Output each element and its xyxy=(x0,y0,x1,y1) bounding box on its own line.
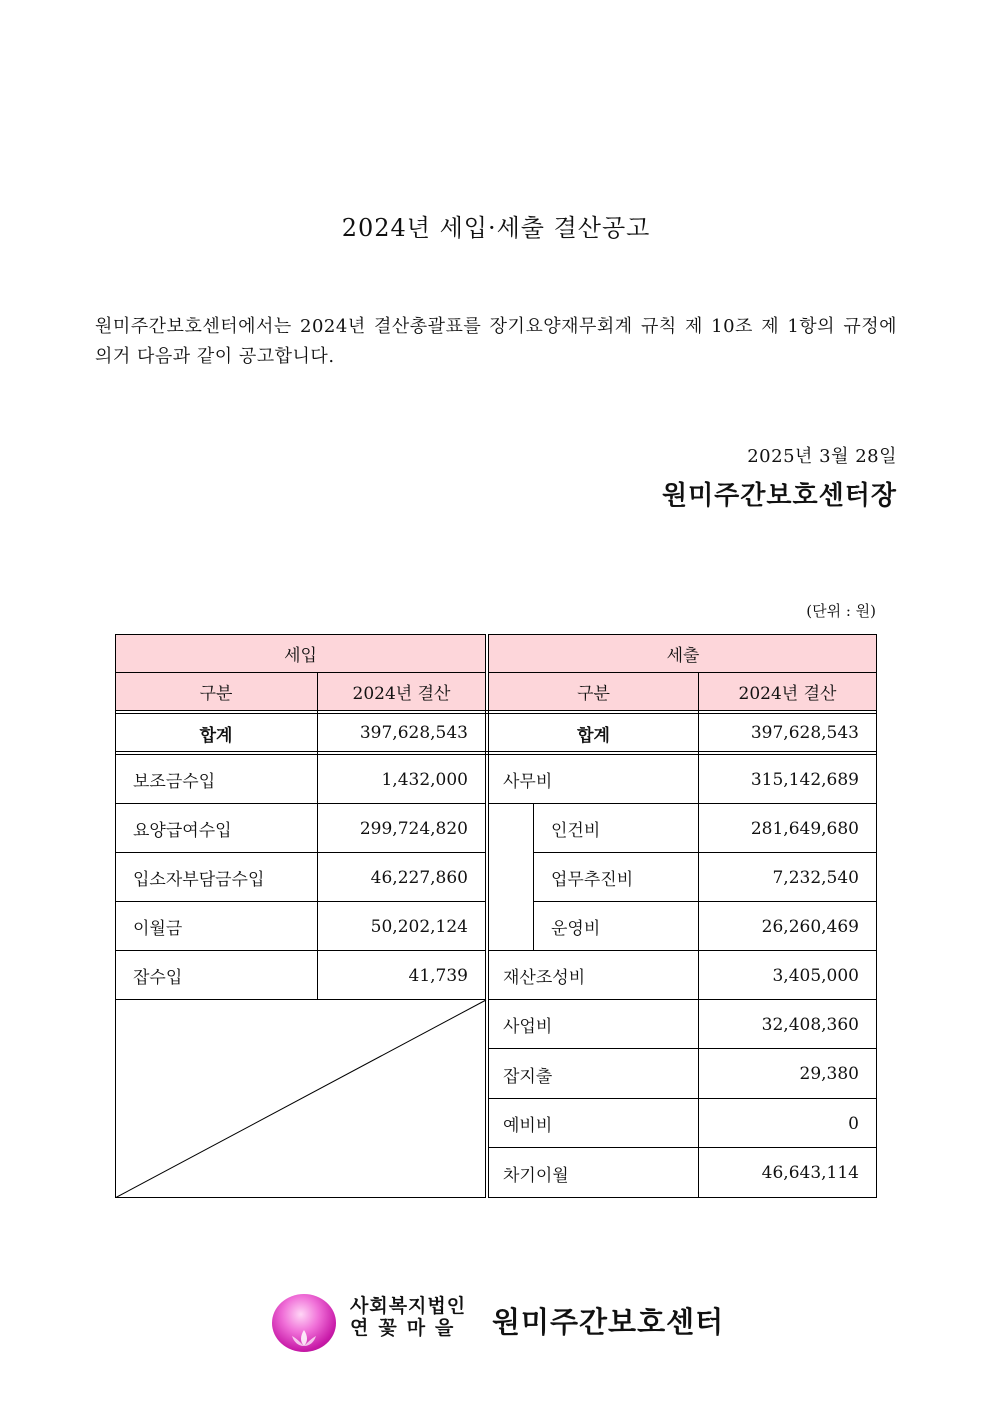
center-name: 원미주간보호센터 xyxy=(492,1305,725,1339)
expense-row-amount: 0 xyxy=(848,1113,859,1134)
income-row-label: 보조금수입 xyxy=(133,772,216,792)
intro-paragraph: 원미주간보호센터에서는 2024년 결산총괄표를 장기요양재무회계 규칙 제 10조 제 1항의 규정에 의거 다음과 같이 공고합니다. xyxy=(95,316,897,367)
expense-row-label: 사무비 xyxy=(503,772,553,792)
income-total-amount: 397,628,543 xyxy=(359,723,468,743)
expense-row-amount: 3,405,000 xyxy=(772,965,859,986)
expense-header: 세출 xyxy=(489,634,877,672)
income-header: 세입 xyxy=(115,634,486,672)
corporation-name xyxy=(350,1294,467,1339)
expense-row-label: 재산조성비 xyxy=(503,968,586,988)
expense-subrow-amount: 281,649,680 xyxy=(750,818,859,839)
lotus-petal-icon xyxy=(286,1328,322,1348)
expense-col-amount: 2024년 결산 xyxy=(698,672,877,710)
expense-col-category: 구분 xyxy=(489,672,698,710)
expense-row-label: 사업비 xyxy=(503,1017,553,1037)
page-title: 2024년 세입·세출 결산공고 xyxy=(341,214,651,242)
expense-subrow-label: 인건비 xyxy=(551,821,601,841)
corporation-line2: 연꽃마을 xyxy=(350,1317,464,1339)
income-col-amount: 2024년 결산 xyxy=(317,672,486,710)
income-total-label: 합계 xyxy=(199,725,233,746)
income-row-label: 잡수입 xyxy=(133,968,183,988)
expense-subrow-amount: 7,232,540 xyxy=(772,867,859,888)
income-row-amount: 50,202,124 xyxy=(370,916,468,937)
notice-date: 2025년 3월 28일 xyxy=(747,446,897,467)
expense-row-label: 차기이월 xyxy=(503,1165,569,1186)
income-row-label: 요양급여수입 xyxy=(133,821,232,841)
income-row-amount: 1,432,000 xyxy=(381,769,468,790)
expense-row-amount: 46,643,114 xyxy=(761,1163,859,1183)
expense-row-amount: 29,380 xyxy=(799,1064,859,1084)
organization-logo xyxy=(272,1290,725,1354)
income-row-amount: 41,739 xyxy=(408,965,468,986)
expense-row-label: 잡지출 xyxy=(503,1066,553,1087)
settlement-table xyxy=(115,634,877,1198)
expense-total-label: 합계 xyxy=(577,725,610,746)
income-row-amount: 46,227,860 xyxy=(370,867,468,888)
expense-total-amount: 397,628,543 xyxy=(750,723,859,743)
income-row-amount: 299,724,820 xyxy=(359,818,468,839)
signer-name: 원미주간보호센터장 xyxy=(661,481,897,511)
income-row-label: 이월금 xyxy=(133,919,183,939)
expense-subrow-label: 업무추진비 xyxy=(551,870,634,890)
expense-subrow-amount: 26,260,469 xyxy=(761,916,859,937)
expense-row-amount: 315,142,689 xyxy=(750,769,859,790)
income-col-category: 구분 xyxy=(115,672,317,710)
expense-row-amount: 32,408,360 xyxy=(761,1014,859,1035)
table-grid xyxy=(115,634,877,1198)
corporation-line1: 사회복지법인 xyxy=(350,1295,467,1317)
income-row-label: 입소자부담금수입 xyxy=(133,870,265,890)
expense-row-label: 예비비 xyxy=(503,1116,553,1136)
expense-subrow-label: 운영비 xyxy=(551,919,601,939)
unit-note: (단위 : 원) xyxy=(806,602,876,620)
